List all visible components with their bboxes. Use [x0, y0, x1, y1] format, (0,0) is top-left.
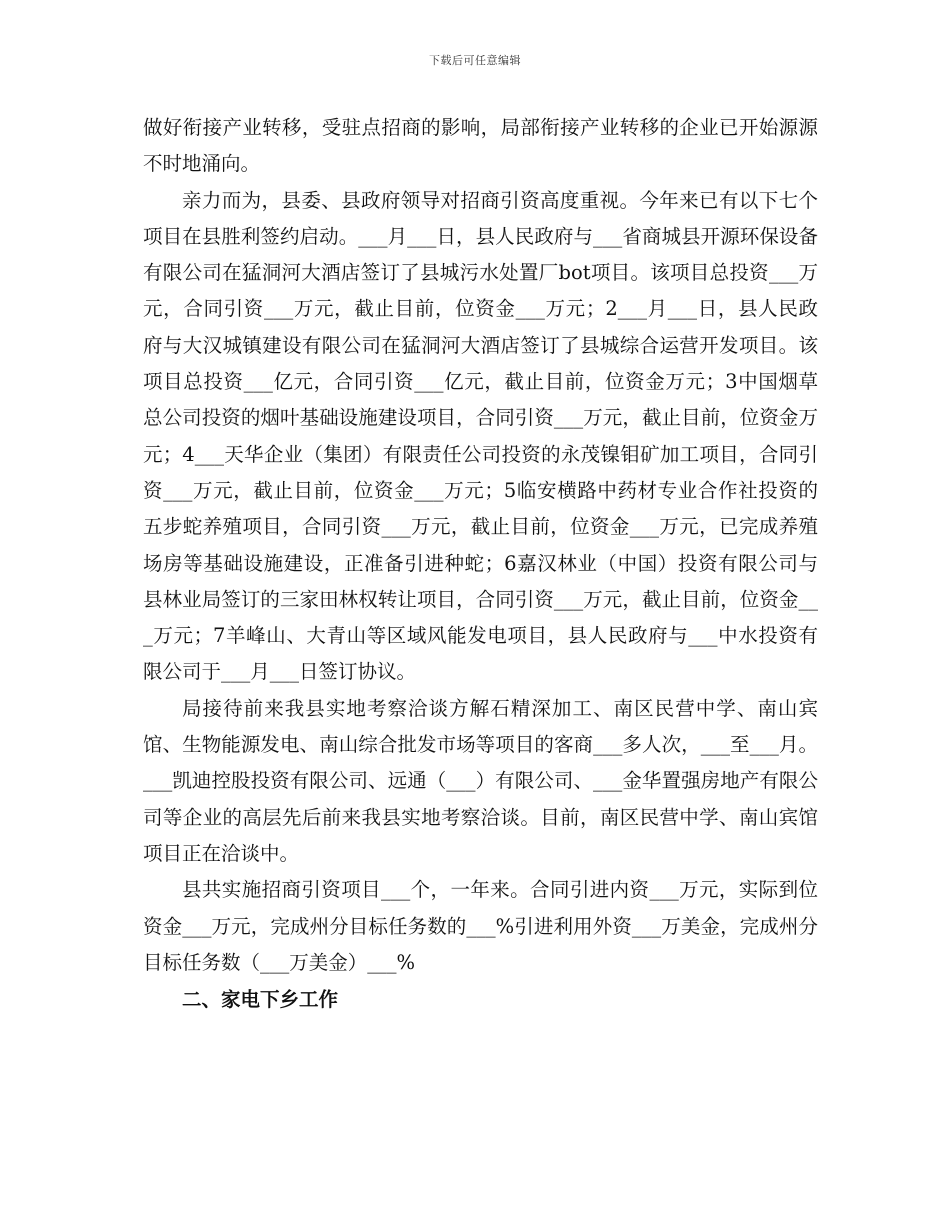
- page-header: 下载后可任意编辑: [429, 54, 521, 67]
- paragraph-investment-summary: 县共实施招商引资项目___个，一年来。合同引进内资___万元，实际到位资金___万元，完成州分目标任务数的___%引进利用外资___万美金，完成州分目标任务数（___万美金）___%: [143, 878, 818, 974]
- paragraph-visiting-investors: 局接待前来我县实地考察洽谈方解石精深加工、南区民营中学、南山宾馆、生物能源发电、南山综合批发市场等项目的客商___多人次，___至___月。___凯迪控股投资有限公司、远通（___）有限公司、___金华置强房地产有限公司等企业的高层先后前来我县实地考察洽谈。目前，南区民营中学、南山宾馆项目正在洽谈中。: [143, 696, 818, 865]
- paragraph-signed-projects: 亲力而为，县委、县政府领导对招商引资高度重视。今年来已有以下七个项目在县胜利签约启动。___月___日，县人民政府与___省商城县开源环保设备有限公司在猛洞河大酒店签订了县城污水处置厂bot项目。该项目总投资___万元，合同引资___万元，截止目前，位资金___万元；2___月___日，县人民政府与大汉城镇建设有限公司在猛洞河大酒店签订了县城综合运营开发项目。该项目总投资___亿元，合同引资___亿元，截止目前，位资金万元；3中国烟草总公司投资的烟叶基础设施建设项目，合同引资___万元，截止目前，位资金万元；4___天华企业（集团）有限责任公司投资的永茂镍钼矿加工项目，合同引资___万元，截止目前，位资金___万元；5临安横路中药材专业合作社投资的五步蛇养殖项目，合同引资___万元，截止目前，位资金___万元，已完成养殖场房等基础设施建设，正准备引进种蛇；6嘉汉林业（中国）投资有限公司与县林业局签订的三家田林权转让项目，合同引资___万元，截止目前，位资金___万元；7羊峰山、大青山等区域风能发电项目，县人民政府与___中水投资有限公司于___月___日签订协议。: [143, 188, 818, 684]
- section-heading: 二、家电下乡工作: [182, 988, 339, 1012]
- paragraph-continuation: 做好衔接产业转移，受驻点招商的影响，局部衔接产业转移的企业已开始源源不时地涌向。: [143, 116, 818, 176]
- document-body: [143, 110, 818, 1019]
